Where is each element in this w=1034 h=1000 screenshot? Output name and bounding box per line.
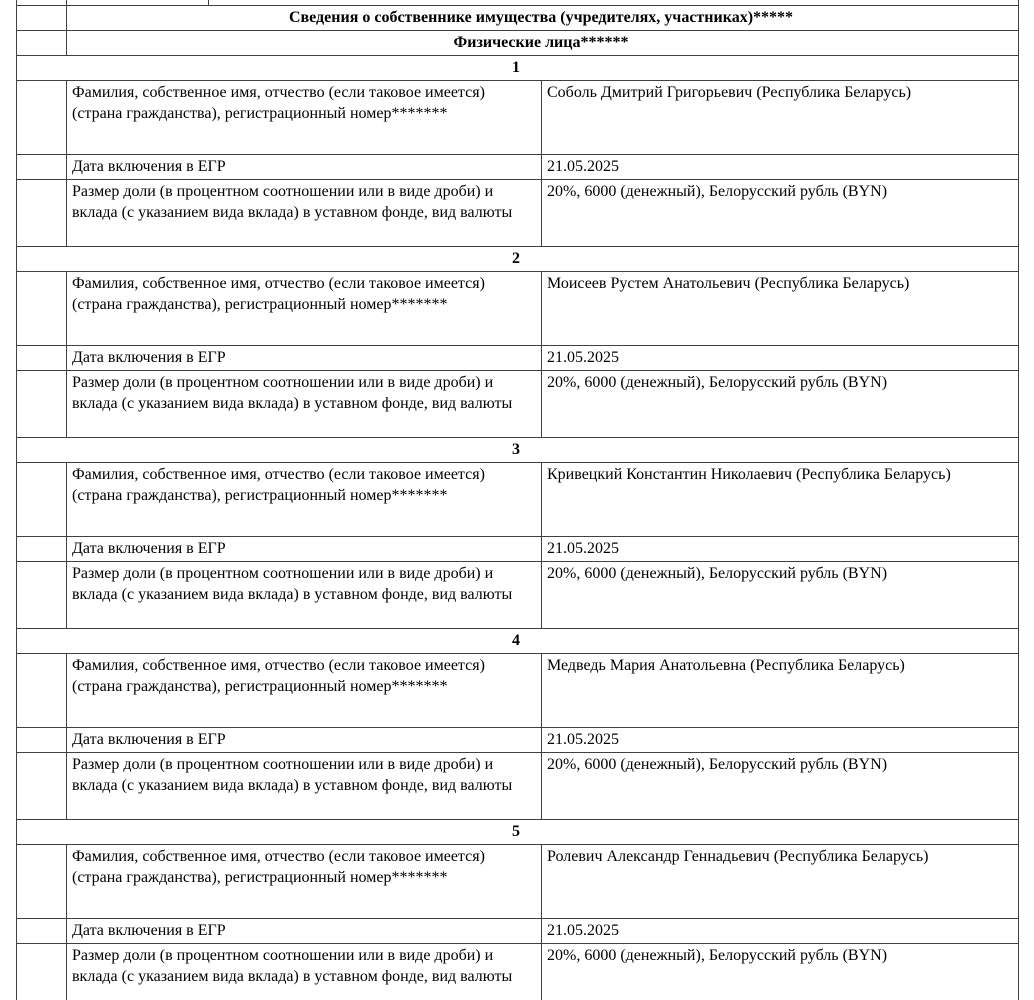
share-label: Размер доли (в процентном соотношении или в виде дроби) и вклада (с указанием вида вклада) в уставном фонде, вид валюты [66,562,541,628]
owner-share-row [17,562,1018,629]
sliver-cell-1 [17,0,66,5]
row-margin-cell [17,346,66,370]
owner-number-row [17,438,1018,463]
name-value: Кривецкий Константин Николаевич (Республика Беларусь) [541,463,1018,536]
owner-date-row [17,537,1018,562]
owner-number-row [17,820,1018,845]
name-label: Фамилия, собственное имя, отчество (если таковое имеется) (страна гражданства), регистрационный номер******* [66,81,541,154]
owner-number-row [17,247,1018,272]
sliver-cell-2 [66,0,208,5]
owner-number-row [17,56,1018,81]
share-value: 20%, 6000 (денежный), Белорусский рубль (BYN) [541,371,1018,437]
name-label: Фамилия, собственное имя, отчество (если таковое имеется) (страна гражданства), регистрационный номер******* [66,654,541,727]
owner-share-row [17,180,1018,247]
name-label: Фамилия, собственное имя, отчество (если таковое имеется) (страна гражданства), регистрационный номер******* [66,272,541,345]
date-value: 21.05.2025 [541,728,1018,752]
owner-number: 4 [512,632,520,649]
owner-share-row [17,944,1018,1000]
share-label: Размер доли (в процентном соотношении или в виде дроби) и вклада (с указанием вида вклада) в уставном фонде, вид валюты [66,944,541,1000]
owner-number: 1 [512,59,520,76]
share-label: Размер доли (в процентном соотношении или в виде дроби) и вклада (с указанием вида вклада) в уставном фонде, вид валюты [66,371,541,437]
row-margin-cell [17,537,66,561]
share-value: 20%, 6000 (денежный), Белорусский рубль (BYN) [541,562,1018,628]
date-value: 21.05.2025 [541,537,1018,561]
row-margin-cell [17,728,66,752]
name-value: Моисеев Рустем Анатольевич (Республика Беларусь) [541,272,1018,345]
owner-name-row [17,81,1018,155]
row-margin-cell [17,753,66,819]
owner-number: 3 [512,441,520,458]
row-margin-cell [17,463,66,536]
share-value: 20%, 6000 (денежный), Белорусский рубль (BYN) [541,944,1018,1000]
owner-share-row [17,371,1018,438]
row-margin-cell [17,562,66,628]
section-title-margin-cell [17,6,66,30]
date-label: Дата включения в ЕГР [66,537,541,561]
subsection-title: Физические лица****** [66,31,1018,55]
name-value: Ролевич Александр Геннадьевич (Республика Беларусь) [541,845,1018,918]
name-value: Соболь Дмитрий Григорьевич (Республика Беларусь) [541,81,1018,154]
date-label: Дата включения в ЕГР [66,728,541,752]
owner-number: 2 [512,250,520,267]
share-label: Размер доли (в процентном соотношении или в виде дроби) и вклада (с указанием вида вклада) в уставном фонде, вид валюты [66,753,541,819]
section-title: Сведения о собственнике имущества (учредителях, участниках)***** [66,6,1018,30]
share-value: 20%, 6000 (денежный), Белорусский рубль (BYN) [541,180,1018,246]
row-margin-cell [17,155,66,179]
row-margin-cell [17,371,66,437]
name-label: Фамилия, собственное имя, отчество (если таковое имеется) (страна гражданства), регистрационный номер******* [66,845,541,918]
owners-table [16,0,1019,1000]
share-value: 20%, 6000 (денежный), Белорусский рубль (BYN) [541,753,1018,819]
subsection-title-margin-cell [17,31,66,55]
owner-date-row [17,728,1018,753]
owner-number-row [17,629,1018,654]
row-margin-cell [17,654,66,727]
owner-date-row [17,919,1018,944]
owner-number: 5 [512,823,520,840]
subsection-title-row [17,31,1018,56]
date-label: Дата включения в ЕГР [66,919,541,943]
row-margin-cell [17,845,66,918]
share-label: Размер доли (в процентном соотношении или в виде дроби) и вклада (с указанием вида вклада) в уставном фонде, вид валюты [66,180,541,246]
date-value: 21.05.2025 [541,919,1018,943]
name-value: Медведь Мария Анатольевна (Республика Беларусь) [541,654,1018,727]
date-label: Дата включения в ЕГР [66,155,541,179]
owner-name-row [17,845,1018,919]
section-title-row [17,6,1018,31]
date-value: 21.05.2025 [541,346,1018,370]
owner-name-row [17,463,1018,537]
date-label: Дата включения в ЕГР [66,346,541,370]
row-margin-cell [17,81,66,154]
row-margin-cell [17,944,66,1000]
owner-name-row [17,272,1018,346]
row-margin-cell [17,272,66,345]
owner-name-row [17,654,1018,728]
owner-date-row [17,155,1018,180]
name-label: Фамилия, собственное имя, отчество (если таковое имеется) (страна гражданства), регистрационный номер******* [66,463,541,536]
sliver-cell-3 [208,0,1018,5]
row-margin-cell [17,180,66,246]
row-margin-cell [17,919,66,943]
owner-date-row [17,346,1018,371]
date-value: 21.05.2025 [541,155,1018,179]
owner-share-row [17,753,1018,820]
